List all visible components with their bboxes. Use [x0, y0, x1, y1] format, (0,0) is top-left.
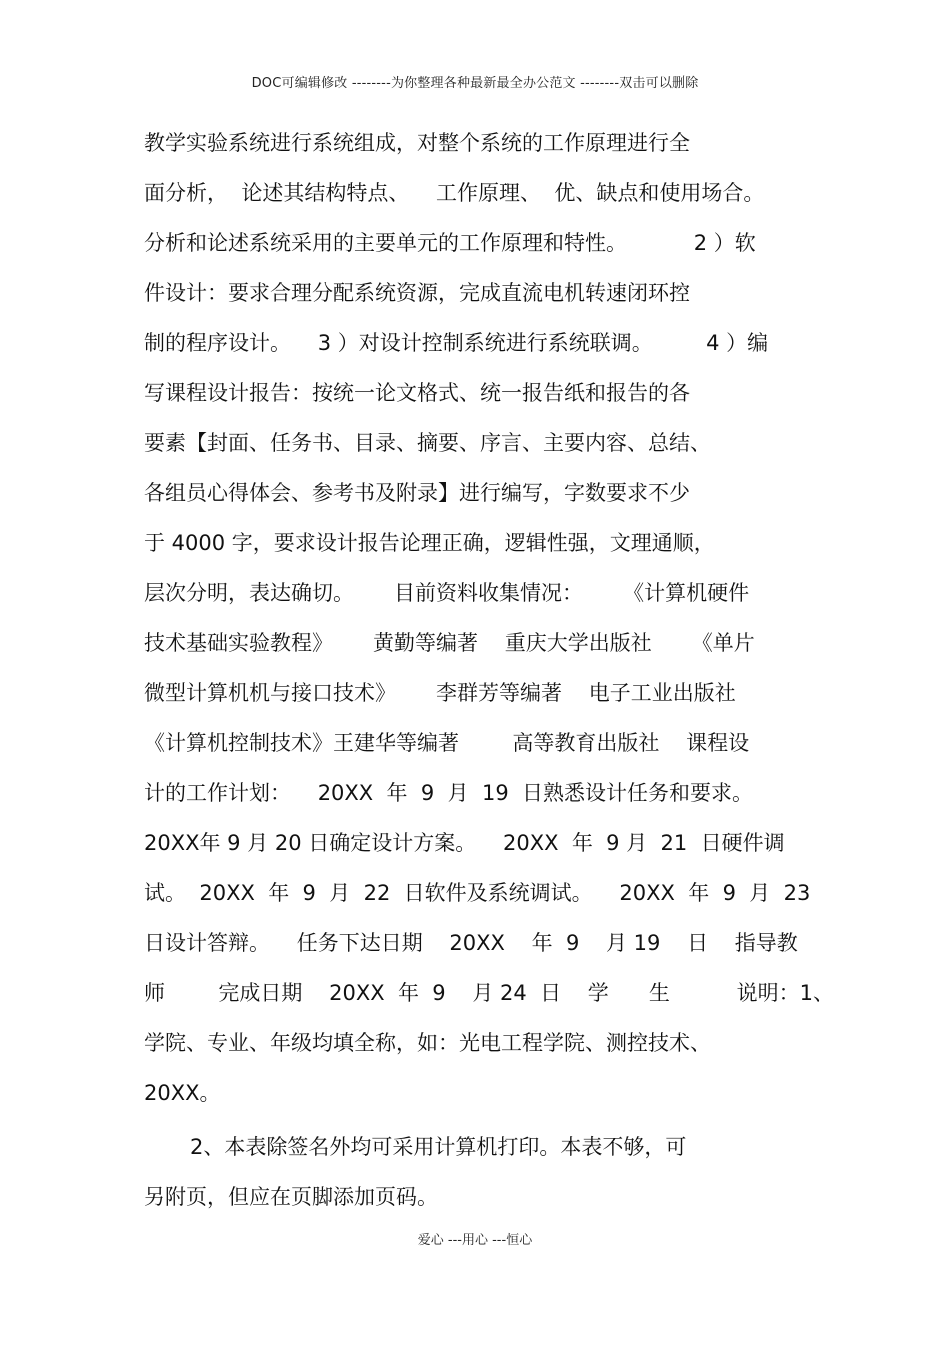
- body-line: 师 完成日期 20XX 年 9 月 24 日 学 生 说明：1、: [144, 981, 834, 1005]
- body-line: 试。 20XX 年 9 月 22 日软件及系统调试。 20XX 年 9 月 23: [144, 881, 811, 905]
- body-line: 教学实验系统进行系统组成，对整个系统的工作原理进行全: [144, 131, 690, 155]
- body-line: 分析和论述系统采用的主要单元的工作原理和特性。 2 ）软: [144, 231, 756, 255]
- body-line: 微型计算机机与接口技术》 李群芳等编著 电子工业出版社: [144, 681, 736, 705]
- body-line: 计的工作计划： 20XX 年 9 月 19 日熟悉设计任务和要求。: [144, 781, 754, 805]
- body-line: 面分析， 论述其结构特点、 工作原理、 优、缺点和使用场合。: [144, 181, 765, 205]
- body-line: 20XX。: [144, 1081, 221, 1105]
- document-body: [144, 124, 834, 1228]
- body-line: 日设计答辩。 任务下达日期 20XX 年 9 月 19 日 指导教: [144, 931, 798, 955]
- body-line: 各组员心得体会、参考书及附录】进行编写，字数要求不少: [144, 481, 690, 505]
- paragraph-2-line: 2、本表除签名外均可采用计算机打印。本表不够，可: [190, 1135, 687, 1159]
- body-line: 技术基础实验教程》 黄勤等编著 重庆大学出版社 《单片: [144, 631, 755, 655]
- body-line: 于 4000 字，要求设计报告论理正确，逻辑性强，文理通顺，: [144, 531, 715, 555]
- body-line: 要素【封面、任务书、目录、摘要、序言、主要内容、总结、: [144, 431, 711, 455]
- page-header: DOC可编辑修改 --------为你整理各种最新最全办公范文 --------双击可以删除: [251, 76, 699, 91]
- body-line: 20XX年 9 月 20 日确定设计方案。 20XX 年 9 月 21 日硬件调: [144, 831, 785, 855]
- body-line: 制的程序设计。 3 ）对设计控制系统进行系统联调。 4 ）编: [144, 331, 769, 355]
- body-line: 件设计：要求合理分配系统资源，完成直流电机转速闭环控: [144, 281, 690, 305]
- paragraph-2-line: 另附页，但应在页脚添加页码。: [144, 1185, 438, 1209]
- body-line: 写课程设计报告：按统一论文格式、统一报告纸和报告的各: [144, 381, 690, 405]
- body-line: 层次分明，表达确切。 目前资料收集情况： 《计算机硬件: [144, 581, 750, 605]
- body-line: 《计算机控制技术》王建华等编著 高等教育出版社 课程设: [144, 731, 750, 755]
- page-footer: 爱心 ---用心 ---恒心: [417, 1233, 533, 1248]
- body-line: 学院、专业、年级均填全称，如：光电工程学院、测控技术、: [144, 1031, 711, 1055]
